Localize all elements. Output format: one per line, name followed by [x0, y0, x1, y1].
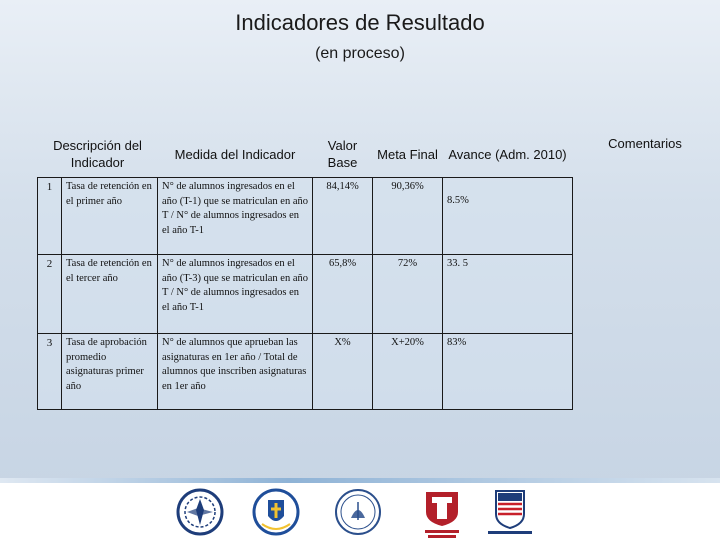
row-number: 2: [38, 255, 62, 334]
row-medida: N° de alumnos ingresados en el año (T-3) que se matriculan en año T / N° de alumnos ingresados en el año T-1: [158, 255, 313, 334]
header-avance: Avance (Adm. 2010): [443, 131, 573, 178]
table-row: [38, 334, 573, 410]
row-medida: N° de alumnos ingresados en el año (T-1) que se matriculan en año T / N° de alumnos ingresados en el año T-1: [158, 178, 313, 255]
table-header-row: [38, 131, 573, 178]
footer-logo-bar: [0, 478, 720, 540]
table-row: [38, 178, 573, 255]
row-valor-base: X%: [313, 334, 373, 410]
row-descripcion: Tasa de retención en el primer año: [62, 178, 158, 255]
header-descripcion: Descripción del Indicador: [38, 131, 158, 178]
header-medida: Medida del Indicador: [158, 131, 313, 178]
row-avance: 33. 5: [443, 255, 573, 334]
row-valor-base: 84,14%: [313, 178, 373, 255]
row-meta-final: X+20%: [373, 334, 443, 410]
seal-logo-1: [176, 488, 224, 536]
row-avance: 83%: [443, 334, 573, 410]
indicators-table: [37, 131, 572, 410]
row-descripcion: Tasa de retención en el tercer año: [62, 255, 158, 334]
slide-title: Indicadores de Resultado: [235, 10, 485, 35]
row-avance: [443, 178, 573, 255]
footer-divider: [0, 478, 720, 483]
header-valor-base: Valor Base: [313, 131, 373, 178]
header-comentarios: Comentarios: [608, 136, 682, 151]
row-number: 3: [38, 334, 62, 410]
universidad-de-talca-logo: [420, 488, 464, 540]
row-number: 1: [38, 178, 62, 255]
row-meta-final: 90,36%: [373, 178, 443, 255]
row-valor-base: 65,8%: [313, 255, 373, 334]
row-medida: N° de alumnos que aprueban las asignaturas en 1er año / Total de alumnos que inscriben asignaturas en 1er año: [158, 334, 313, 410]
row-descripcion: Tasa de aprobación promedio asignaturas primer año: [62, 334, 158, 410]
row-meta-final: 72%: [373, 255, 443, 334]
header-meta-final: Meta Final: [373, 131, 443, 178]
row-avance-value: 8.5%: [447, 195, 469, 206]
universidad-del-bio-bio-logo: [484, 488, 536, 538]
universidad-catolica-temuco-logo: [252, 488, 300, 538]
table-row: [38, 255, 573, 334]
seal-logo-3: [334, 488, 382, 536]
slide-subtitle: (en proceso): [315, 45, 405, 62]
